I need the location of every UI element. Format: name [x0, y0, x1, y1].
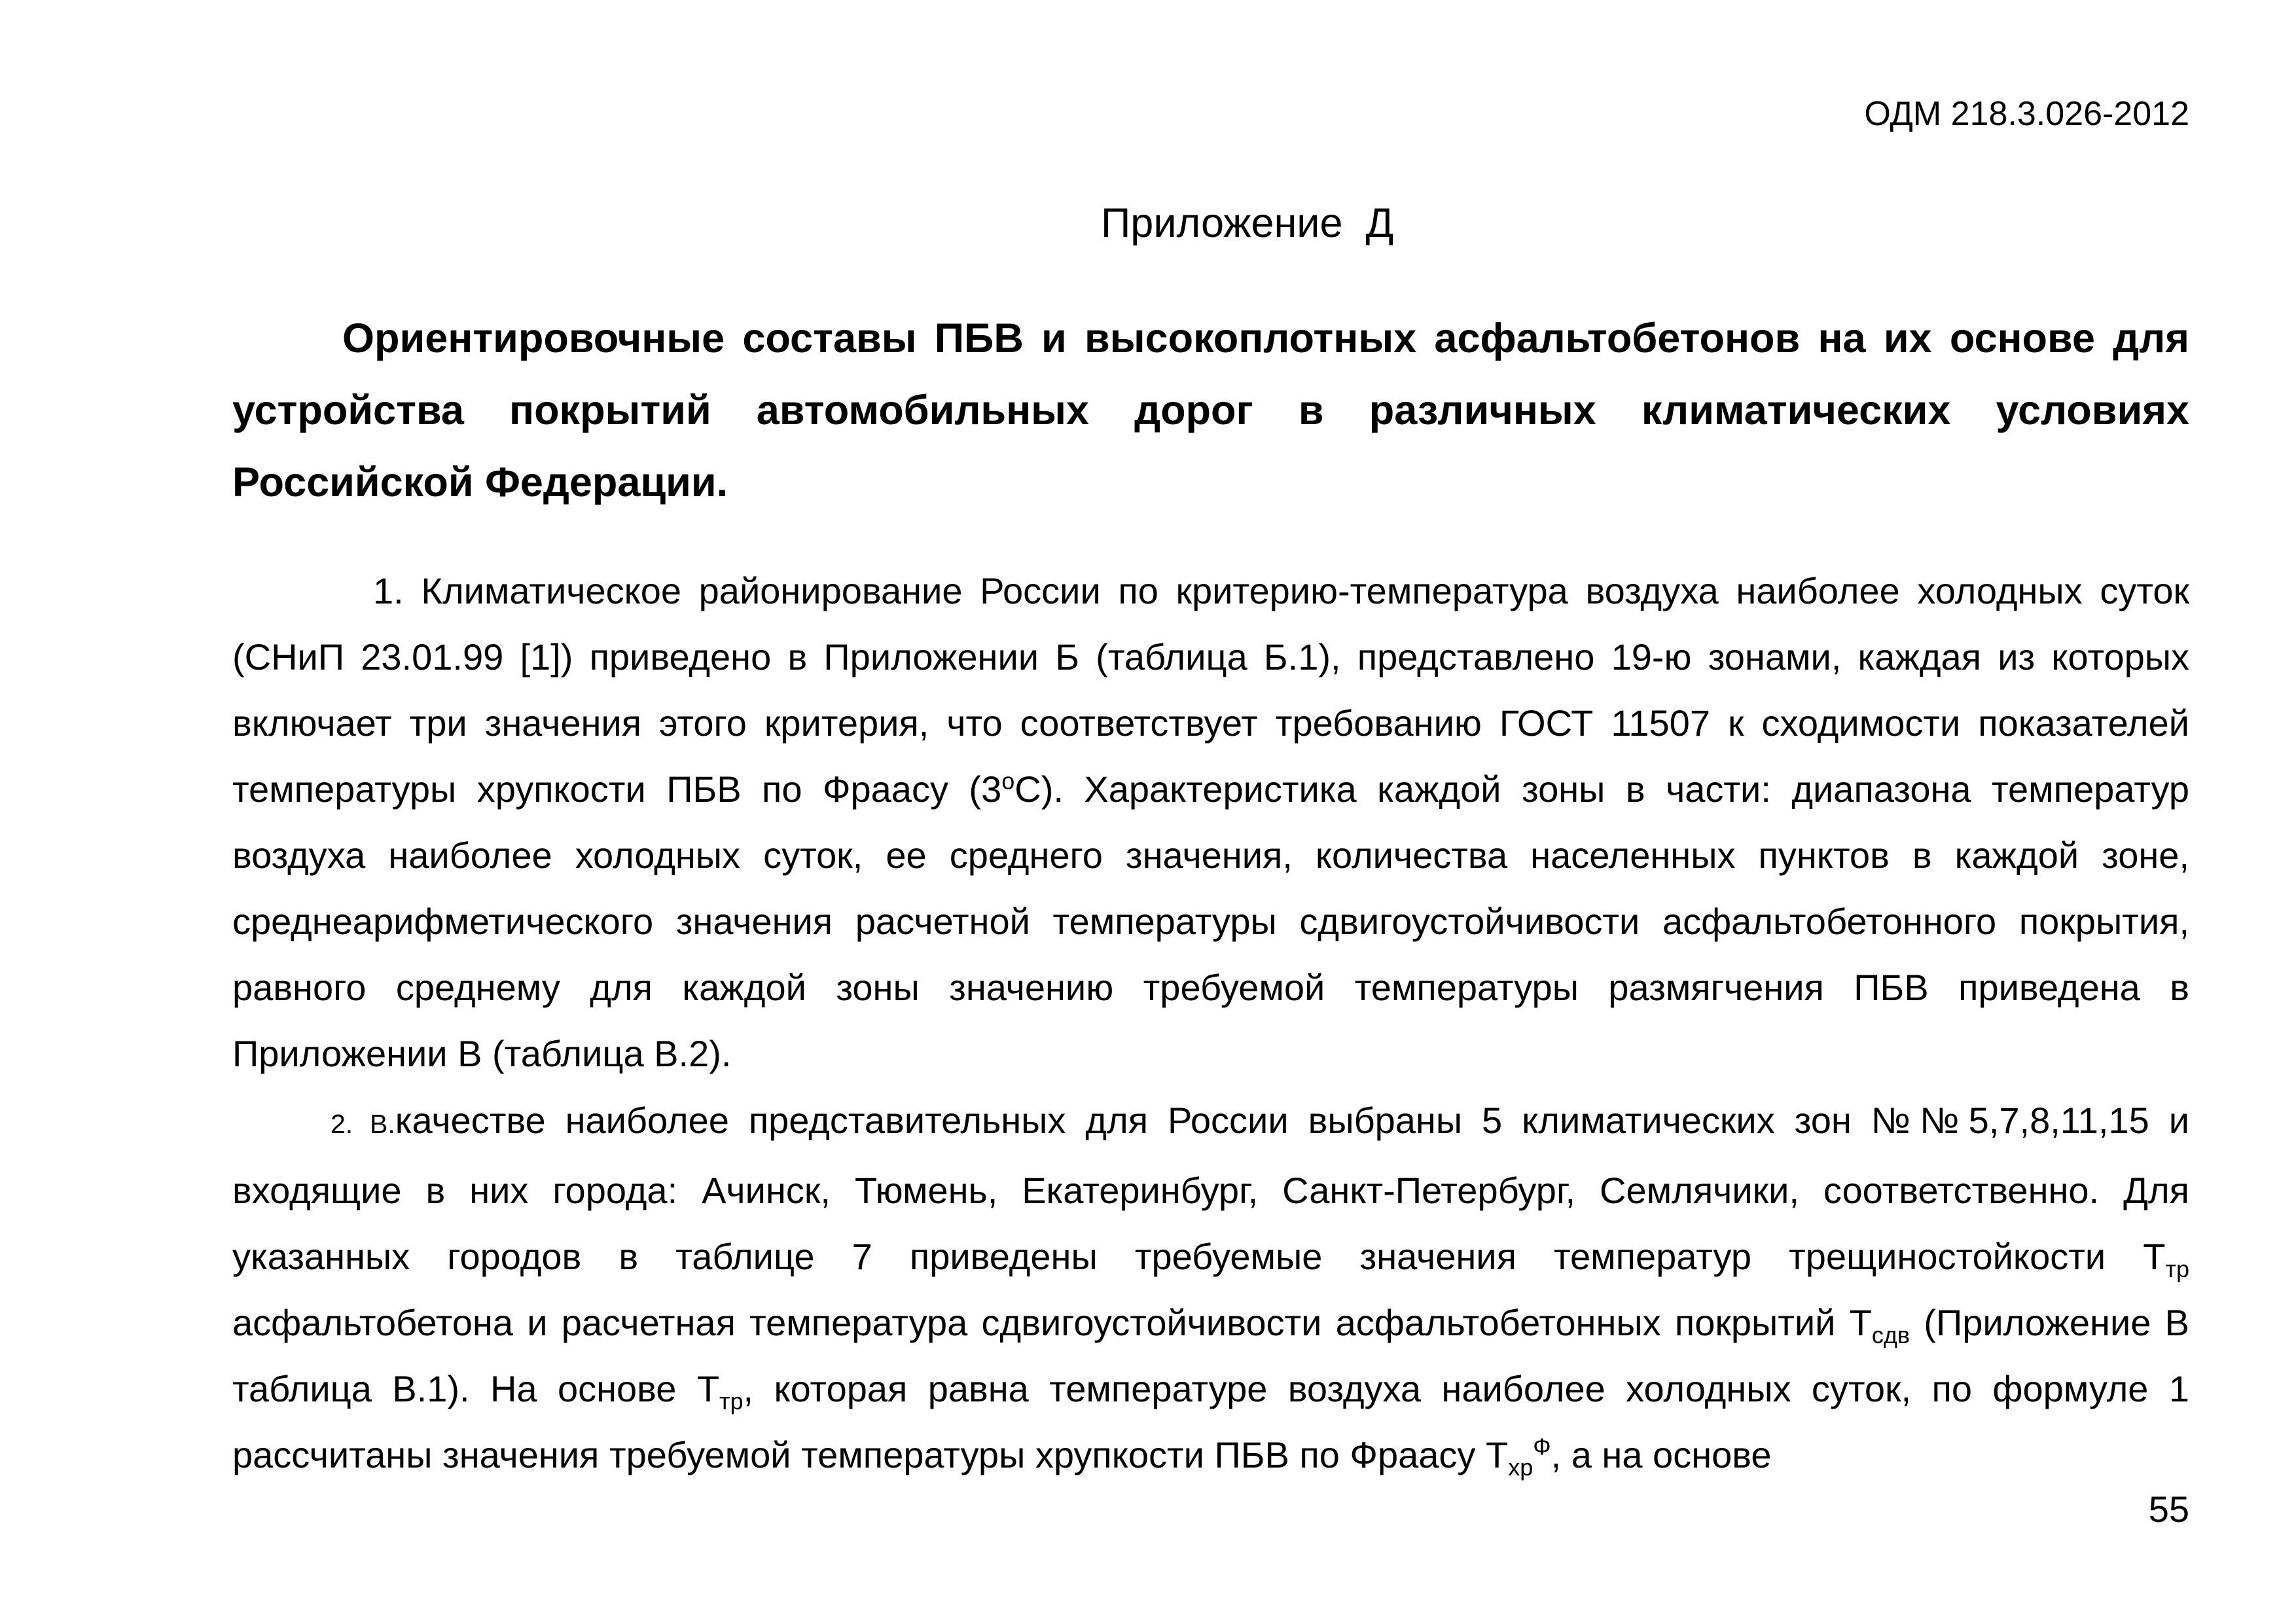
paragraph-1-text-a: Климатическое районирование России по критерию-температура воздуха наиболее холодных суток (СНиП 23.01.99 [1]) приведено в Приложении Б (таблица Б.1), представлено 19-ю зонами, каждая из которых включает три значения этого критерия, что соответствует требованию ГОСТ 11507 к сходимости показателей температуры хрупкости ПБВ по Фраасу (3: [232, 570, 2189, 810]
paragraph-2-text-d: , которая равна температуре воздуха наиболее холодных суток, по формуле 1 рассчитаны значения требуемой температуры хрупкости ПБВ по Фраасу Т: [232, 1368, 2189, 1475]
section-title: Ориентировочные составы ПБВ и высокоплотных асфальтобетонов на их основе для устройства покрытий автомобильных дорог в различных климатических условиях Российской Федерации.: [232, 316, 2189, 505]
paragraph-2-text-e: , а на основе: [1551, 1434, 1772, 1475]
paragraph-2-number: 2. В.: [331, 1109, 395, 1139]
paragraph-2: [232, 1087, 2189, 1488]
paragraph-1-number: 1.: [373, 570, 404, 611]
superscript-f: Ф: [1533, 1433, 1551, 1460]
paragraph-1: [232, 558, 2189, 1087]
document-code: ОДМ 218.3.026-2012: [1864, 95, 2189, 133]
degree-mark: о: [1001, 767, 1015, 795]
appendix-label: Приложение Д: [1101, 200, 1394, 246]
paragraph-1-text-b: С). Характеристика каждой зоны в части: диапазона температур воздуха наиболее холодных суток, ее среднего значения, количества населенных пунктов в каждой зоне, среднеарифметического значения расчетной температуры сдвигоустойчивости асфальтобетонного покрытия, равного среднему для каждой зоны значению требуемой температуры размягчения ПБВ приведена в Приложении В (таблица В.2).: [232, 768, 2189, 1074]
paragraph-2-text-b: асфальтобетона и расчетная температура сдвигоустойчивости асфальтобетонных покрытий Т: [232, 1302, 1872, 1343]
subscript-tr: тр: [2165, 1255, 2189, 1283]
subscript-tr-2: тр: [719, 1388, 744, 1415]
page-number: 55: [2148, 1489, 2189, 1530]
paragraph-2-text-c: (Приложение В таблица В.1). На основе Т: [232, 1302, 2190, 1409]
paragraph-2-text-a: качестве наиболее представительных для России выбраны 5 климатических зон №№5,7,8,11,15 и входящие в них города: Ачинск, Тюмень, Екатеринбург, Санкт-Петербург, Семлячики, соответственно. Для указанных городов в таблице 7 приведены требуемые значения температур трещиностойкости Т: [232, 1100, 2190, 1277]
subscript-xr: хр: [1508, 1454, 1534, 1481]
subscript-sdv: сдв: [1871, 1322, 1910, 1349]
